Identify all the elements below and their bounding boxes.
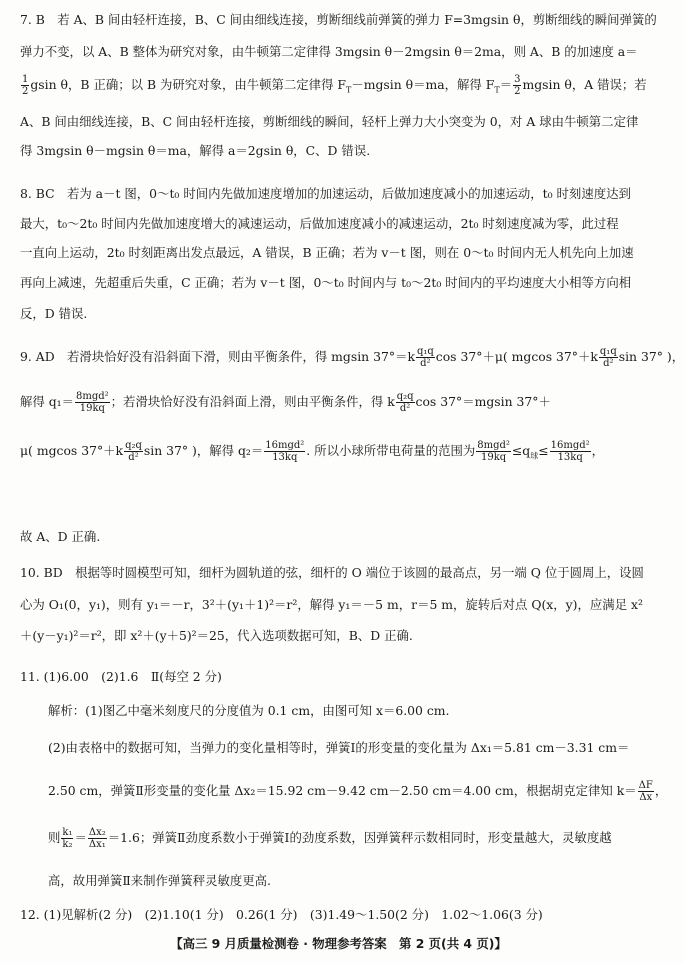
q12-line-1: 12. (1)见解析(2 分) (2)1.10(1 分) 0.26(1 分) (3)1.49～1.50(2 分) 1.02～1.06(3 分) — [20, 907, 543, 922]
fraction: $\frac{1}{2}$ — [22, 74, 29, 97]
fraction: $\frac{\text{q₂q}}{\text{d²}}$ — [125, 440, 142, 463]
fraction: $\frac{\Delta F}{\Delta x}$ — [638, 780, 653, 803]
q8-line-2: 最大，t₀～2t₀ 时间内先做加速度增大的减速运动，后做加速度减小的减速运动，2t₀ 时刻速度减为零，此过程 — [20, 216, 619, 231]
q11-line-6: 高，故用弹簧Ⅱ来制作弹簧秤灵敏度更高. — [48, 873, 272, 888]
fraction: $\frac{\text{16mgd²}}{13kq}$ — [265, 440, 305, 463]
q10-line-1: 10. BD 根据等时圆模型可知，细杆为圆轨道的弦，细杆的 O 端位于该圆的最高点，另一端 Q 位于圆周上，设圆 — [20, 565, 644, 580]
q9-line-2: 解得 q₁＝ $\frac{\text{8mgd²}}{19kq}$ ；若滑块恰好没有沿斜面上滑，则由平衡条件，得 k $\frac{\text{q₂q}}{\text{d²}}$ cos 37°＝mgsin 37°＋ — [20, 391, 551, 414]
fraction: $\frac{\text{q₂q}}{\text{d²}}$ — [396, 391, 414, 414]
fraction: $\frac{\text{16mgd²}}{13kq}$ — [550, 440, 590, 463]
q8-line-1: 8. BC 若为 a－t 图，0～t₀ 时间内先做加速度增加的加速运动，后做加速度减小的加速运动，t₀ 时刻速度达到 — [20, 186, 631, 201]
fraction: $\frac{\text{8mgd²}}{19kq}$ — [477, 440, 510, 463]
q8-line-5: 反，D 错误. — [20, 306, 88, 321]
q11-line-3: (2)由表格中的数据可知，当弹力的变化量相等时，弹簧Ⅰ的形变量的变化量为 Δx₁＝5.81 cm－3.31 cm＝ — [48, 740, 630, 755]
fraction: $\frac{\text{8mgd²}}{19kq}$ — [76, 391, 109, 414]
fraction: $\frac{\text{q₁q}}{\text{d²}}$ — [416, 346, 434, 369]
q7-line-4: A、B 间由细线连接，B、C 间由轻杆连接，剪断细线的瞬间，轻杆上弹力大小突变为 0，对 A 球由牛顿第二定律 — [20, 114, 639, 129]
q7-line-1: 7. B 若 A、B 间由轻杆连接，B、C 间由细线连接，剪断细线前弹簧的弹力 F=3mgsin θ，剪断细线的瞬间弹簧的 — [20, 12, 657, 27]
q11-line-2: 解析：(1)图乙中毫米刻度尺的分度值为 0.1 cm，由图可知 x＝6.00 cm. — [48, 703, 450, 718]
q7-line-3: $\frac{1}{2}$ gsin θ，B 正确；以 B 为研究对象，由牛顿第二定律得 $F_T-mgsin$ θ＝ma，解得 $F_T=$ $\frac{3}{2}$ mgsin θ，A 错误；若 — [22, 74, 647, 97]
q7-line-5: 得 3mgsin θ－mgsin θ＝ma，解得 a＝2gsin θ，C、D 错误. — [20, 143, 371, 158]
page-footer: 【高三 9 月质量检测卷 · 物理参考答案 第 2 页(共 4 页)】 — [170, 936, 507, 951]
fraction: $\frac{\text{k₁}}{\text{k₂}}$ — [62, 827, 73, 850]
q10-line-2: 心为 O₁(0，y₁)，则有 y₁＝－r，3²＋(y₁＋1)²＝r²，解得 y₁＝－5 m，r＝5 m，旋转后对点 Q(x，y)，应满足 x² — [20, 597, 643, 612]
q9-line-3: μ( mgcos 37°＋k $\frac{\text{q₂q}}{\text{d²}}$ sin 37° )，解得 q₂＝ $\frac{\text{16mgd²}}{13kq}$ . 所以小球所带电荷量的范围为 $\frac{\text{8mgd²}}{19kq}$ $\le q_球\le$ $\frac{\text{16mgd²}}{13kq}$ ， — [20, 440, 605, 463]
q11-line-1: 11. (1)6.00 (2)1.6 Ⅱ(每空 2 分) — [20, 669, 222, 684]
q11-line-4: 2.50 cm，弹簧Ⅱ形变量的变化量 Δx₂＝15.92 cm－9.42 cm－2.50 cm＝4.00 cm，根据胡克定律知 k＝ $\frac{\Delta F}{\Delta x}$ ， — [48, 780, 668, 803]
q10-line-3: ＋(y－y₁)²＝r²，即 x²＋(y＋5)²＝25，代入选项数据可知，B、D 正确. — [20, 628, 413, 643]
q8-line-3: 一直向上运动，2t₀ 时刻距离出发点最远，A 错误，B 正确；若为 v－t 图，则在 0～t₀ 时间内无人机先向上加速 — [20, 245, 634, 260]
q8-line-4: 再向上减速，先超重后失重，C 正确；若为 v－t 图，0～t₀ 时间内与 t₀～2t₀ 时间内的平均速度大小相等方向相 — [20, 275, 632, 290]
q7-line-2: 弹力不变，以 A、B 整体为研究对象，由牛顿第二定律得 3mgsin θ－2mgsin θ＝2ma，则 A、B 的加速度 a＝ — [20, 44, 638, 59]
q9-line-4: 故 A、D 正确. — [20, 529, 101, 544]
fraction: $\frac{\text{q₁q}}{\text{d²}}$ — [599, 346, 617, 369]
fraction: $\frac{3}{2}$ — [514, 74, 521, 97]
q9-line-1: 9. AD 若滑块恰好没有沿斜面下滑，则由平衡条件，得 mgsin 37°＝k $\frac{\text{q₁q}}{\text{d²}}$ cos 37°＋μ( mgcos 37°＋k $\frac{\text{q₁q}}{\text{d²}}$ sin 37° )， — [20, 346, 684, 369]
q11-line-5: 则 $\frac{\text{k₁}}{\text{k₂}}$ ＝ $\frac{\text{Δx₂}}{\text{Δx₁}}$ ＝1.6；弹簧Ⅱ劲度系数小于弹簧Ⅰ的劲度系数，因弹簧秤示数相同时，形变量越大，灵敏度越 — [48, 827, 612, 850]
fraction: $\frac{\text{Δx₂}}{\text{Δx₁}}$ — [88, 827, 106, 850]
